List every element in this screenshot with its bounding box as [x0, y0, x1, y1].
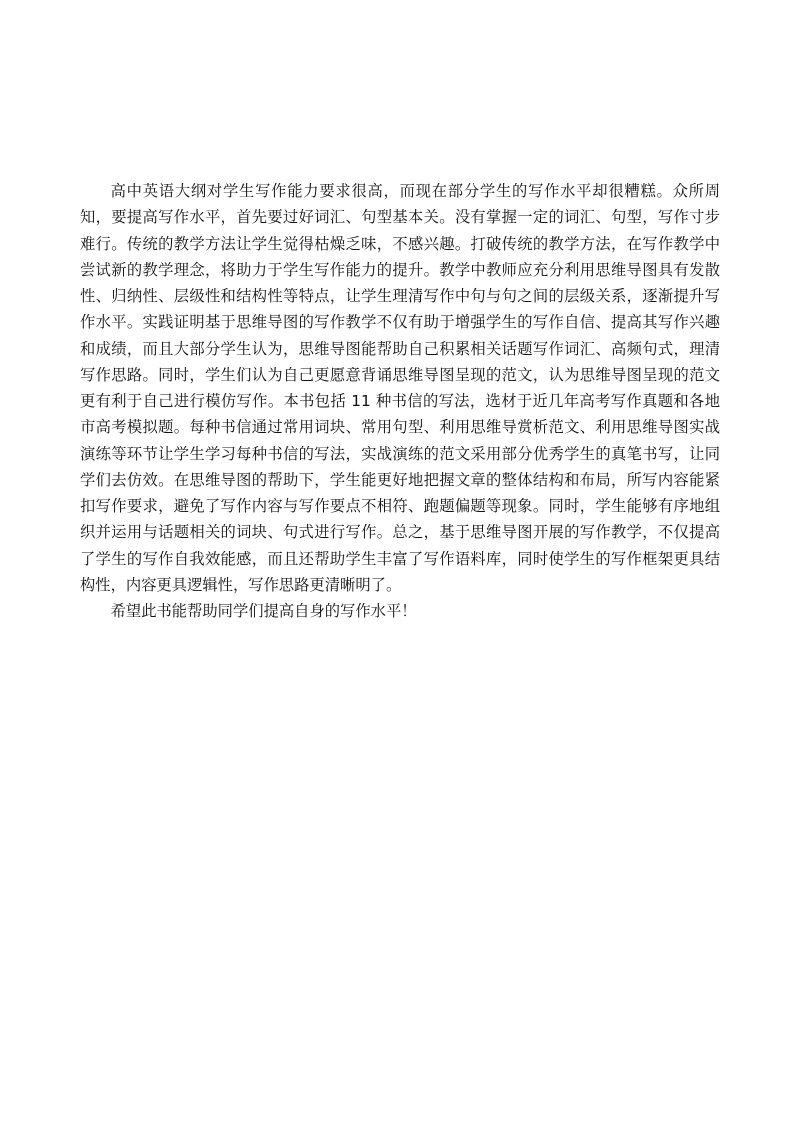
document-body: [80, 178, 720, 624]
closing-paragraph: 希望此书能帮助同学们提高自身的写作水平！: [110, 602, 417, 620]
body-paragraph: 高中英语大纲对学生写作能力要求很高，而现在部分学生的写作水平却很糟糕。众所周知，要提高写作水平，首先要过好词汇、句型基本关。没有掌握一定的词汇、句型，写作寸步难行。传统的教学方法让学生觉得枯燥乏味，不感兴趣。打破传统的教学方法，在写作教学中尝试新的教学理念，将助力于学生写作能力的提升。教学中教师应充分利用思维导图具有发散性、归纳性、层级性和结构性等特点，让学生理清写作中句与句之间的层级关系，逐渐提升写作水平。实践证明基于思维导图的写作教学不仅有助于增强学生的写作自信、提高其写作兴趣和成绩，而且大部分学生认为，思维导图能帮助自己积累相关话题写作词汇、高频句式，理清写作思路。同时，学生们认为自己更愿意背诵思维导图呈现的范文，认为思维导图呈现的范文更有利于自己进行模仿写作。本书包括 11 种书信的写法，选材于近几年高考写作真题和各地市高考模拟题。每种书信通过常用词块、常用句型、利用思维导赏析范文、利用思维导图实战演练等环节让学生学习每种书信的写法，实战演练的范文采用部分优秀学生的真笔书写，让同学们去仿效。在思维导图的帮助下，学生能更好地把握文章的整体结构和布局，所写内容能紧扣写作要求，避免了写作内容与写作要点不相符、跑题偏题等现象。同时，学生能够有序地组织并运用与话题相关的词块、句式进行写作。总之，基于思维导图开展的写作教学，不仅提高了学生的写作自我效能感，而且还帮助学生丰富了写作语料库，同时使学生的写作框架更具结构性，内容更具逻辑性，写作思路更清晰明了。: [80, 182, 720, 594]
